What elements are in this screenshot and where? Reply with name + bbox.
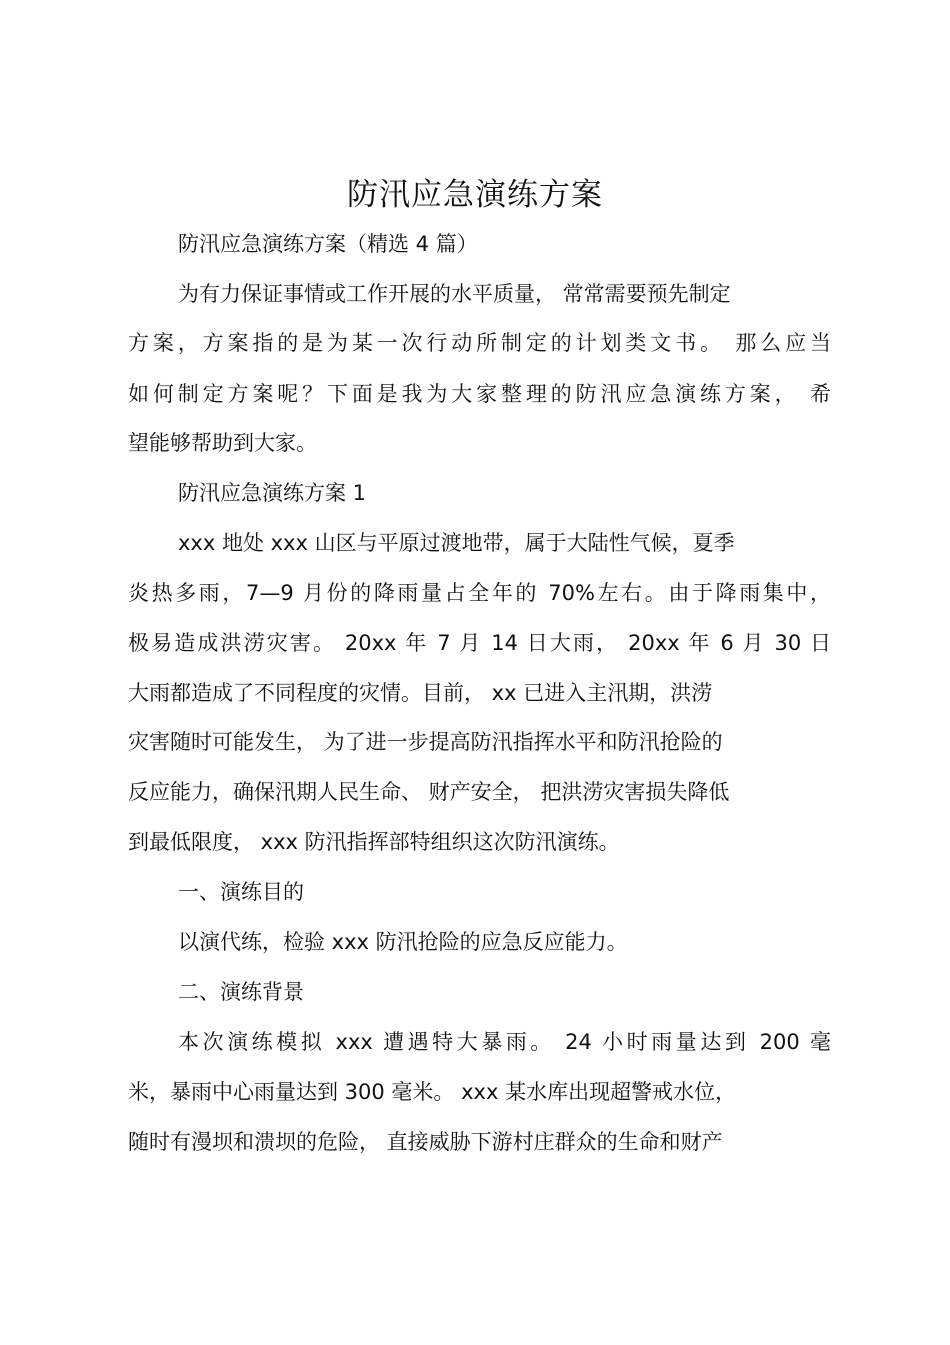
body-line-4: 大雨都造成了不同程度的灾情。目前， xx 已进入主汛期，洪涝 bbox=[128, 681, 713, 705]
body-line-3: 极易造成洪涝灾害。 20xx 年 7 月 14 日大雨， 20xx 年 6 月 30 日 bbox=[128, 631, 831, 655]
intro-line-2: 方案，方案指的是为某一次行动所制定的计划类文书。 那么应当 bbox=[128, 331, 831, 355]
body-line-5: 灾害随时可能发生， 为了进一步提高防汛指挥水平和防汛抢险的 bbox=[128, 730, 723, 754]
heading-background: 二、演练背景 bbox=[178, 980, 304, 1004]
document-title: 防汛应急演练方案 bbox=[347, 177, 603, 213]
heading-purpose: 一、演练目的 bbox=[178, 880, 304, 904]
background-line-3: 随时有漫坝和溃坝的危险， 直接威胁下游村庄群众的生命和财产 bbox=[128, 1130, 723, 1154]
background-line-1: 本次演练模拟 xxx 遭遇特大暴雨。 24 小时雨量达到 200 毫 bbox=[178, 1030, 831, 1054]
body-line-1: xxx 地处 xxx 山区与平原过渡地带，属于大陆性气候，夏季 bbox=[178, 531, 735, 555]
section-heading-1: 防汛应急演练方案 1 bbox=[178, 481, 367, 505]
body-line-2: 炎热多雨，7—9 月份的降雨量占全年的 70%左右。由于降雨集中， bbox=[128, 581, 831, 605]
intro-line-1: 为有力保证事情或工作开展的水平质量， 常常需要预先制定 bbox=[178, 282, 731, 306]
intro-line-3: 如何制定方案呢？下面是我为大家整理的防汛应急演练方案， 希 bbox=[128, 382, 831, 406]
body-line-7: 到最低限度， xxx 防汛指挥部特组织这次防汛演练。 bbox=[128, 830, 620, 854]
subtitle-line: 防汛应急演练方案（精选 4 篇） bbox=[178, 232, 478, 256]
body-line-6: 反应能力，确保汛期人民生命、 财产安全， 把洪涝灾害损失降低 bbox=[128, 780, 730, 804]
purpose-line: 以演代练，检验 xxx 防汛抢险的应急反应能力。 bbox=[178, 930, 628, 954]
intro-line-4: 望能够帮助到大家。 bbox=[128, 431, 317, 455]
background-line-2: 米，暴雨中心雨量达到 300 毫米。 xxx 某水库出现超警戒水位， bbox=[128, 1080, 737, 1104]
